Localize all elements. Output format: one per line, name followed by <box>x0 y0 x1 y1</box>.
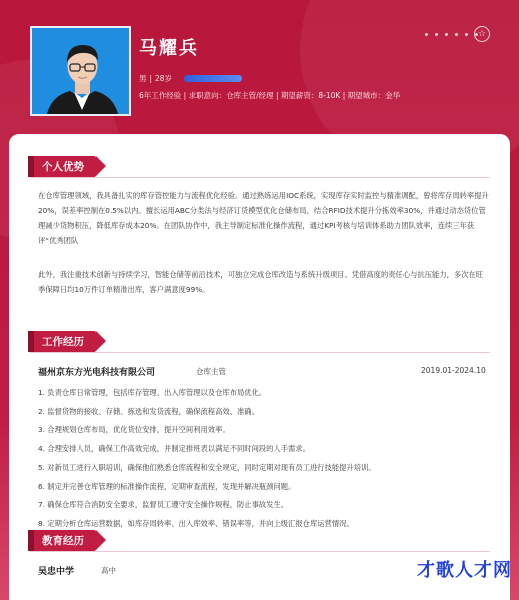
section-divider <box>30 177 490 178</box>
duty-item: 8. 定期分析仓库运营数据，如库存周转率、出入库效率、错误率等，并向上级汇报仓库运营情况。 <box>38 518 354 528</box>
duty-item: 6. 制定并完善仓库管理的标准操作流程，定期审查流程，发现并解决瓶颈问题。 <box>38 481 296 491</box>
duty-item: 4. 合理安排人员，确保工作高效完成，并制定排班表以满足不同时间段的人手需求。 <box>38 444 310 454</box>
section-divider <box>30 352 490 353</box>
work-period: 2019.01-2024.10 <box>421 366 486 375</box>
duty-item: 1. 负责仓库日常管理，包括库存管理、出入库管理以及仓库布局优化。 <box>38 388 267 397</box>
star-badge-icon: ☆ <box>474 26 490 42</box>
decor-dots <box>425 33 478 36</box>
section-title-education: 教育经历 <box>34 530 96 551</box>
school-name: 吴忠中学 <box>38 567 75 577</box>
degree: 高中 <box>101 566 116 575</box>
duty-item: 3. 合理规划仓库布局，优化货位安排，提升空间利用效率。 <box>38 425 230 435</box>
section-divider <box>30 551 490 552</box>
profile-photo <box>30 26 131 116</box>
section-title-advantage: 个人优势 <box>34 156 96 177</box>
age: 28岁 <box>155 74 173 83</box>
candidate-name: 马耀兵 <box>139 38 199 59</box>
advantage-paragraph-2: 此外，我注重技术创新与持续学习，智能仓储等前沿技术，可独立完成仓库改造与系统升级项目。凭借高度的责任心与抗压能力，多次在旺季保障日均10万件订单精准出库，客户满意度99%。 <box>38 270 484 294</box>
duty-item: 7. 确保仓库符合消防安全要求，监督员工遵守安全操作规程，防止事故发生。 <box>38 500 289 510</box>
site-watermark: 才歌人才网 <box>417 560 512 581</box>
job-position: 仓库主管 <box>196 367 226 376</box>
redacted-contact <box>184 75 242 82</box>
duty-item: 5. 对新员工进行入职培训，确保他们熟悉仓库流程和安全规定，同时定期对现有员工进行技能提升培训。 <box>38 462 376 472</box>
advantage-paragraph-1: 在仓库管理领域，我具备扎实的库存管控能力与流程优化经验。通过熟练运用IOC系统，实现库存实时监控与精准调配，曾将库存周转率提升20%，误差率控制在0.5%以内。擅长运用ABC分类法与经济订货模型优化仓储布局，结合RFID技术提升分拣效率30%，并通过动态货位管理减少货物积压，降低库存成本20%。在团队协作中，我主导制定标准化操作流程，通过KPI考核与培训体系助力团队效率，连续三年获评“优秀团队 <box>38 191 489 245</box>
basic-info: 男 | 28岁 <box>139 73 242 84</box>
job-intent: 6年工作经验 | 求职意向：仓库主管/经理 | 期望薪资：8-10K | 期望城市：金华 <box>139 91 401 100</box>
duty-list <box>38 384 490 534</box>
company-name: 福州京东方光电科技有限公司 <box>38 368 156 378</box>
section-title-work: 工作经历 <box>34 331 96 352</box>
gender: 男 <box>139 74 147 83</box>
duty-item: 2. 监督货物的接收、存储、拣选和发货流程，确保流程高效、准确。 <box>38 406 259 416</box>
